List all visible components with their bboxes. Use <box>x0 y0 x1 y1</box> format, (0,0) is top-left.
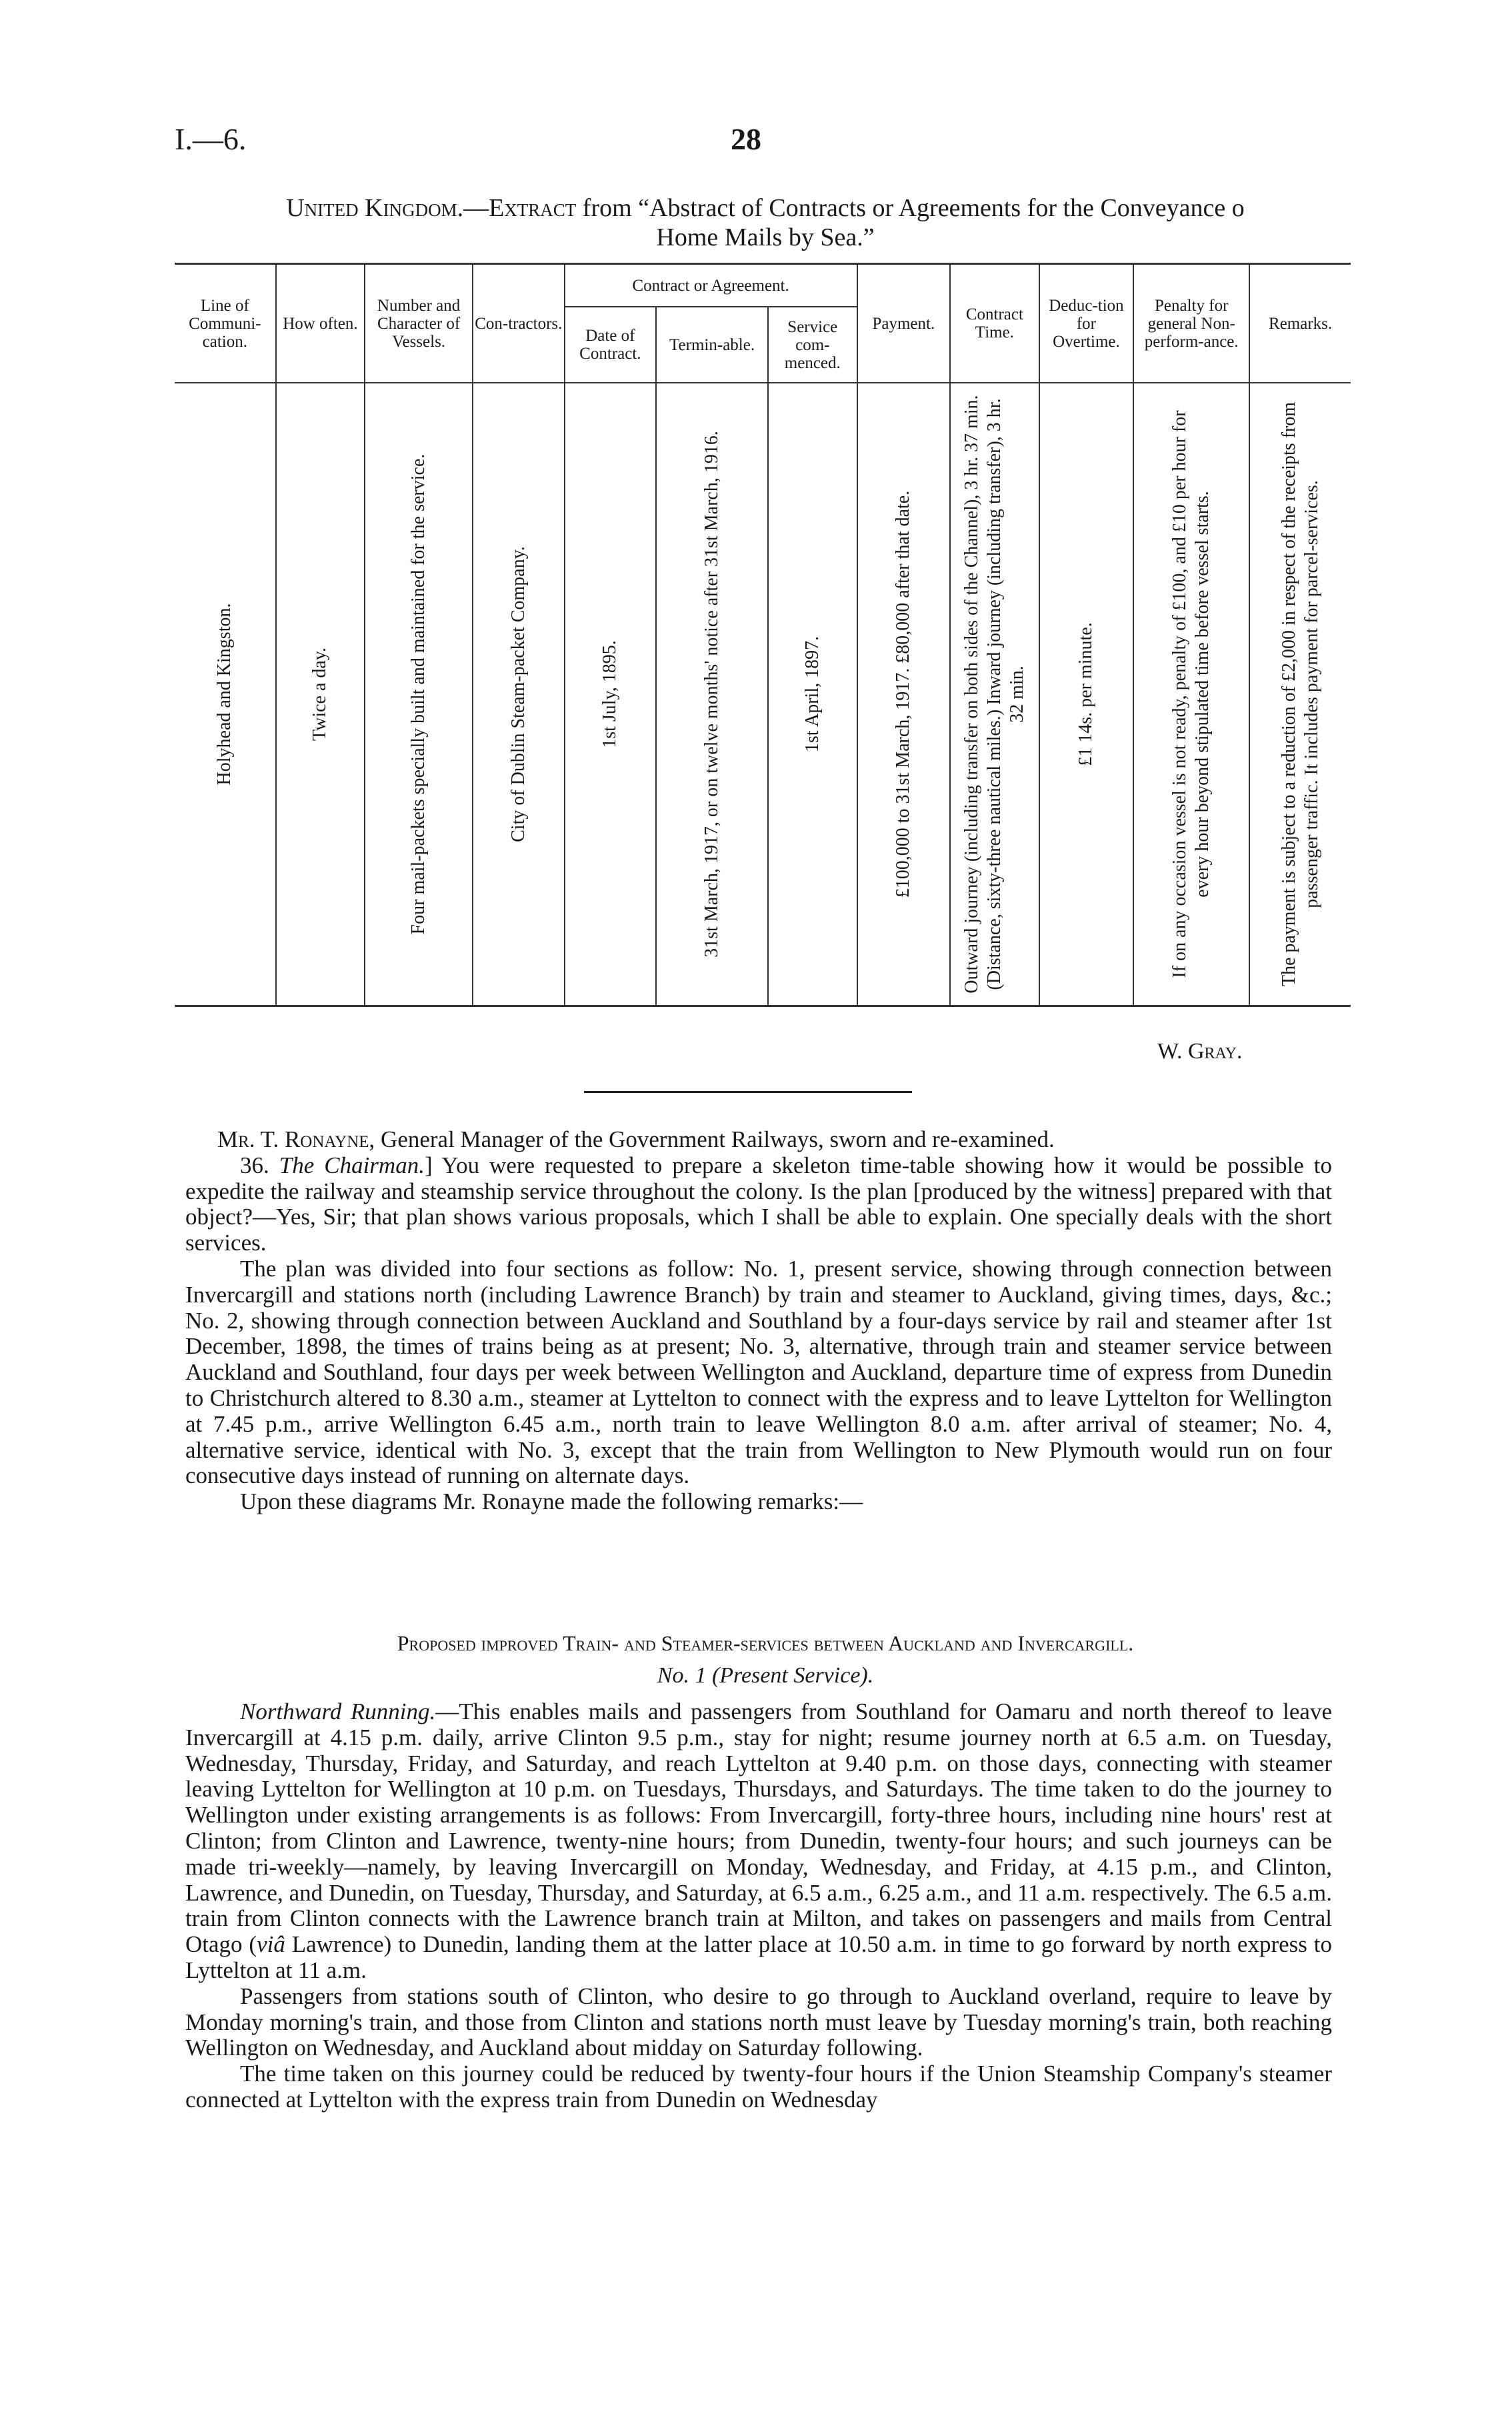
cell-vessels: Four mail-packets specially built and maintained for the service. <box>365 383 473 1006</box>
title-line2: Home Mails by Sea.” <box>656 223 875 251</box>
col-contractors: Con-tractors. <box>473 264 565 383</box>
section-heading: Proposed improved Train- and Steamer-services between Auckland and Invercargill. <box>397 1631 1134 1655</box>
cell-terminable: 31st March, 1917, or on twelve months' notice after 31st March, 1916. <box>656 383 768 1006</box>
page-number: 28 <box>731 122 761 156</box>
paragraph-upon: Upon these diagrams Mr. Ronayne made the following remarks:— <box>240 1488 863 1515</box>
col-remarks: Remarks. <box>1249 264 1351 383</box>
paragraph-time: The time taken on this journey could be reduced by twenty-four hours if the Union Steamship Company's steamer connected at Lyttelton with the express train from Dunedin on Wednesday <box>185 2061 1332 2113</box>
title-prefix: United Kingdom.—Extract <box>286 194 577 222</box>
table-title <box>179 193 1352 252</box>
col-date: Date of Contract. <box>565 307 657 383</box>
title-line1: from “Abstract of Contracts or Agreements for the Conveyance o <box>582 194 1245 222</box>
subheading: No. 1 (Present Service). <box>657 1663 874 1688</box>
col-penalty: Penalty for general Non-perform-ance. <box>1133 264 1249 383</box>
col-contract-time: Contract Time. <box>950 264 1039 383</box>
cell-remarks: The payment is subject to a reduction of £2,000 in respect of the receipts from passenger traffic. It includes payment for parcel-services. <box>1249 383 1351 1006</box>
table-row <box>175 383 1351 1006</box>
col-payment: Payment. <box>857 264 951 383</box>
col-terminable: Termin-able. <box>656 307 768 383</box>
cell-contract-time: Outward journey (including transfer on both sides of the Channel), 3 hr. 37 min. (Distance, sixty-three nautical miles.) Inward journey (including transfer), 3 hr. 32 min. <box>950 383 1039 1006</box>
cell-deduction: £1 14s. per minute. <box>1039 383 1134 1006</box>
paragraph-plan: The plan was divided into four sections as follow: No. 1, present service, showing through connection between Invercargill and stations north (including Lawrence Branch) by train and steamer to Auckland, giving times, days, &c.; No. 2, showing through connection between Auckland and Southland by a four-days service by rail and steamer after 1st December, 1898, the times of trains being as at present; No. 3, alternative, through train and steamer service between Auckland and Southland, four days per week between Wellington and Auckland, departure time of express from Dunedin to Christchurch altered to 8.30 a.m., steamer at Lyttelton to connect with the express and to leave Lyttelton for Wellington at 7.45 p.m., arrive Wellington 6.45 a.m., north train to leave Wellington 8.0 a.m. after arrival of steamer; No. 4, alternative service, identical with No. 3, except that the train from Wellington to New Plymouth would run on four consecutive days instead of running on alternate days. <box>185 1255 1332 1489</box>
cell-service: 1st April, 1897. <box>768 383 857 1006</box>
col-line: Line of Communi-cation. <box>175 264 276 383</box>
col-how: How often. <box>276 264 365 383</box>
cell-penalty: If on any occasion vessel is not ready, penalty of £100, and £10 per hour for every hour beyond stipulated time before vessel starts. <box>1133 383 1249 1006</box>
body-text-2 <box>185 1699 1332 2113</box>
paragraph-passengers: Passengers from stations south of Clinton, who desire to go through to Auckland overland, require to leave by Monday morning's train, and those from Clinton and stations north must leave by Tuesday morning's train, both reaching Wellington on Wednesday, and Auckland about midday on Saturday following. <box>185 1983 1332 2061</box>
question-36: 36. The Chairman.] You were requested to prepare a skeleton time-table showing how it would be possible to expedite the railway and steamship service throughout the colony. Is the plan [produced by the witness] prepared with that object?—Yes, Sir; that plan shows various proposals, which I shall be able to explain. One specially deals with the short services. <box>185 1152 1332 1256</box>
cell-date: 1st July, 1895. <box>565 383 657 1006</box>
col-group-contract: Contract or Agreement. <box>565 264 857 307</box>
col-vessels: Number and Character of Vessels. <box>365 264 473 383</box>
cell-how: Twice a day. <box>276 383 365 1006</box>
divider <box>584 1091 912 1093</box>
cell-contractors: City of Dublin Steam-packet Company. <box>473 383 565 1006</box>
signature: W. Gray. <box>1157 1039 1243 1064</box>
col-service: Service com-menced. <box>768 307 857 383</box>
contracts-table <box>175 263 1351 1007</box>
cell-payment: £100,000 to 31st March, 1917. £80,000 after that date. <box>857 383 951 1006</box>
witness-line: Mr. T. Ronayne, General Manager of the Government Railways, sworn and re-examined. <box>217 1126 1055 1152</box>
paragraph-northward: Northward Running.—This enables mails and passengers from Southland for Oamaru and north thereof to leave Invercargill at 4.15 p.m. daily, arrive Clinton 9.5 p.m., stay for night; resume journey north at 6.5 a.m. on Tuesday, Wednesday, Thursday, Friday, and Saturday, and reach Lyttelton at 9.40 p.m. on those days, connecting with steamer leaving Lyttelton for Wellington at 10 p.m. on Tuesdays, Thursdays, and Saturdays. The time taken to do the journey to Wellington under existing arrangements is as follows: From Invercargill, forty-three hours, including nine hours' rest at Clinton; from Clinton and Lawrence, twenty-nine hours; from Dunedin, twenty-four hours; and such journeys can be made tri-weekly—namely, by leaving Invercargill on Monday, Wednesday, and Friday, at 4.15 p.m., and Clinton, Lawrence, and Dunedin, on Tuesday, Thursday, and Saturday, at 6.5 a.m., 6.25 a.m., and 11 a.m. respectively. The 6.5 a.m. train from Clinton connects with the Lawrence branch train at Milton, and takes on passengers and mails from Central Otago (viâ Lawrence) to Dunedin, landing them at the latter place at 10.50 a.m. in time to go forward by north express to Lyttelton at 11 a.m. <box>185 1698 1332 1983</box>
body-text <box>185 1127 1332 1515</box>
document-reference: I.—6. <box>175 122 247 156</box>
cell-line: Holyhead and Kingston. <box>175 383 276 1006</box>
col-deduction: Deduc-tion for Overtime. <box>1039 264 1134 383</box>
